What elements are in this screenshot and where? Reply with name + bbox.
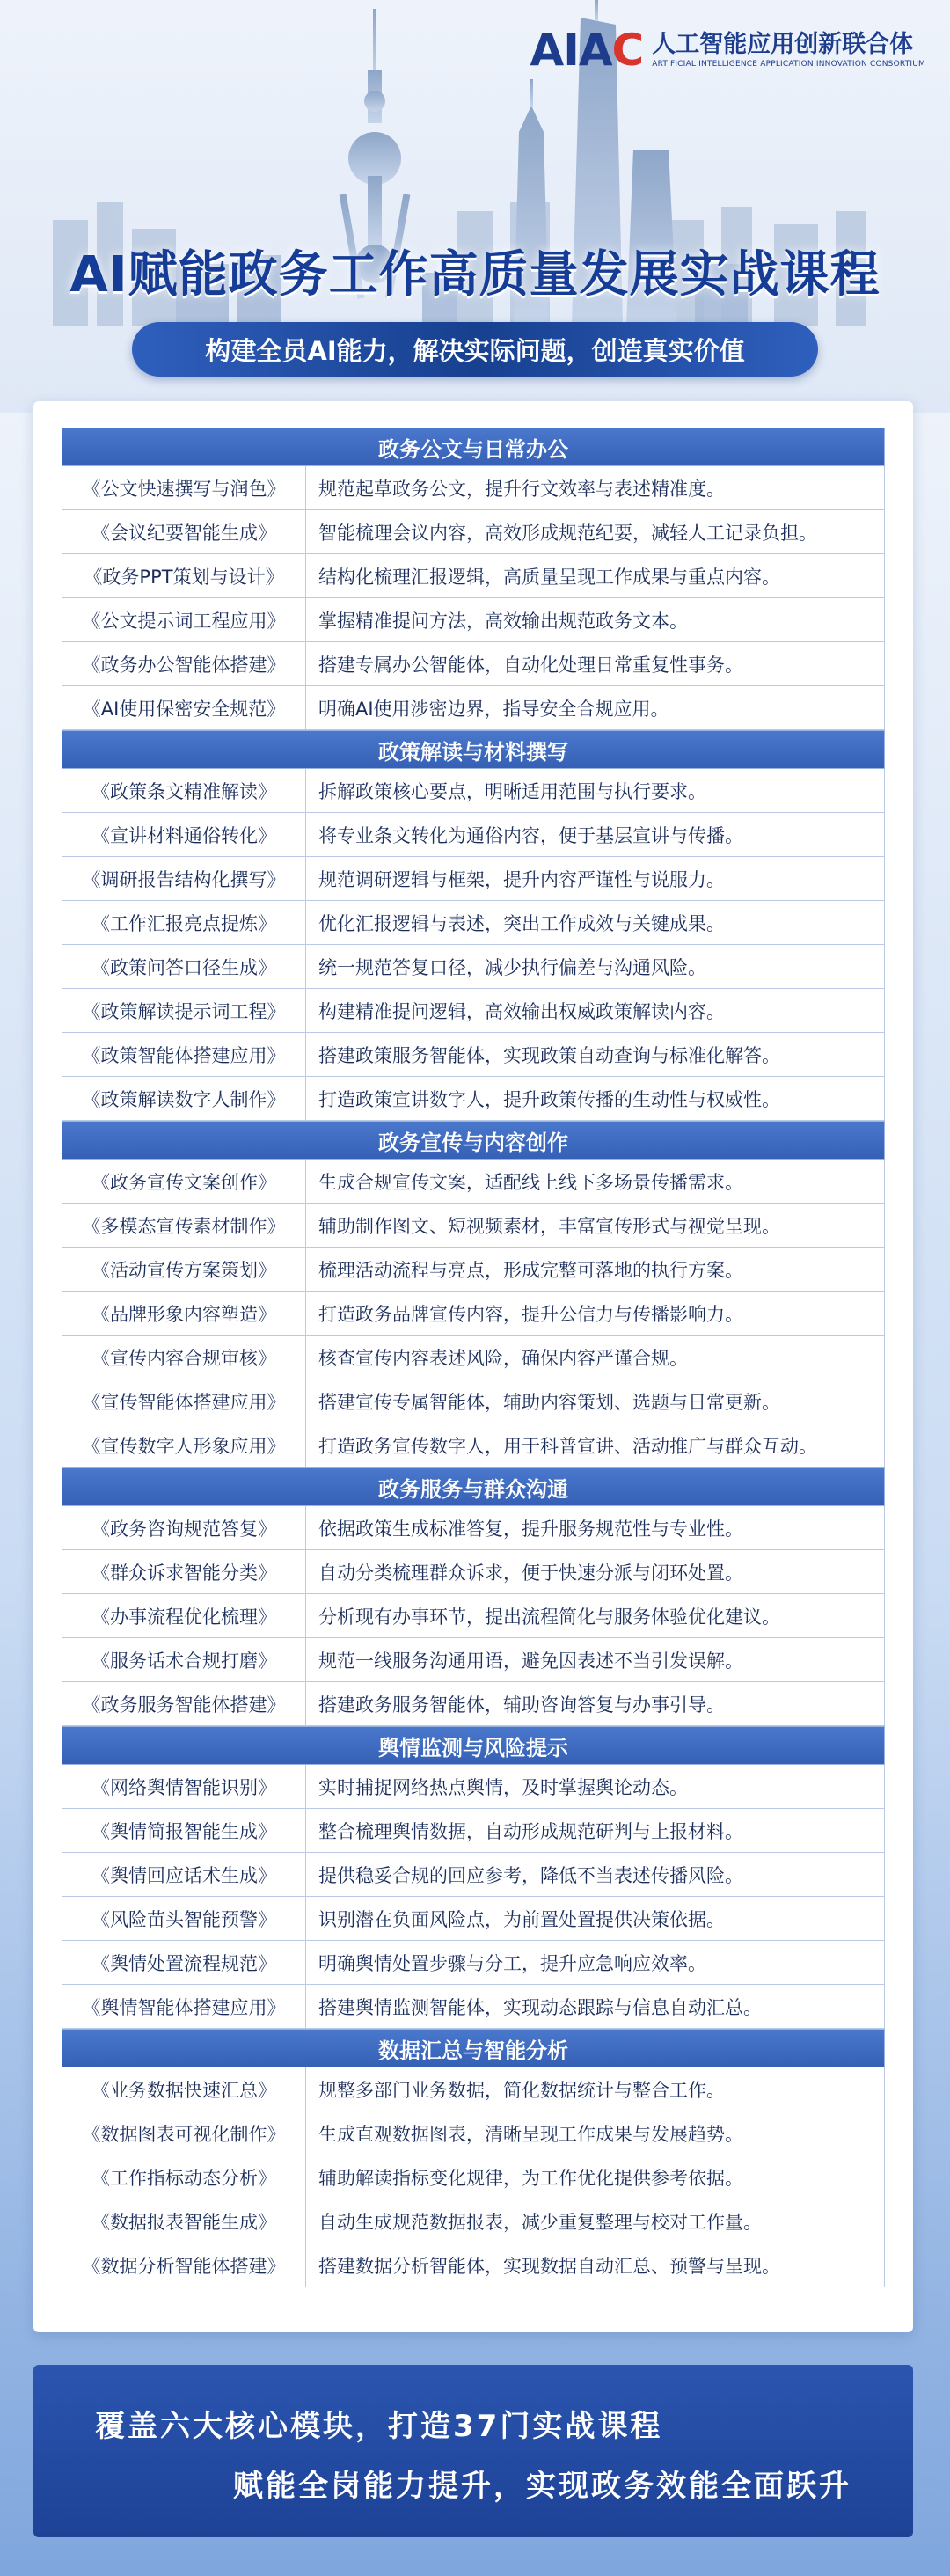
course-name: 《品牌形象内容塑造》 bbox=[62, 1292, 306, 1335]
course-description: 搭建专属办公智能体，自动化处理日常重复性事务。 bbox=[318, 654, 743, 676]
course-name: 《政务PPT策划与设计》 bbox=[62, 554, 306, 597]
course-description: 分析现有办事环节，提出流程简化与服务体验优化建议。 bbox=[318, 1606, 780, 1628]
course-description: 整合梳理舆情数据，自动形成规范研判与上报材料。 bbox=[318, 1820, 743, 1842]
course-description: 核查宣传内容表述风险，确保内容严谨合规。 bbox=[318, 1347, 688, 1369]
banner-line-1: 覆盖六大核心模块，打造37门实战课程 bbox=[95, 2409, 663, 2444]
logo-mark: AIAC bbox=[530, 25, 644, 76]
table-row bbox=[62, 1379, 885, 1423]
course-name: 《政务服务智能体搭建》 bbox=[62, 1682, 306, 1725]
table-row bbox=[62, 901, 885, 945]
course-name: 《风险苗头智能预警》 bbox=[62, 1897, 306, 1940]
table-row bbox=[62, 466, 885, 510]
course-name: 《办事流程优化梳理》 bbox=[62, 1594, 306, 1637]
table-row bbox=[62, 554, 885, 598]
course-name: 《业务数据快速汇总》 bbox=[62, 2067, 306, 2111]
table-row bbox=[62, 2243, 885, 2287]
course-name: 《政策解读数字人制作》 bbox=[62, 1077, 306, 1120]
table-row bbox=[62, 1853, 885, 1897]
course-description: 明确舆情处置步骤与分工，提升应急响应效率。 bbox=[318, 1952, 706, 1974]
course-name: 《多模态宣传素材制作》 bbox=[62, 1204, 306, 1247]
table-row bbox=[62, 989, 885, 1033]
course-name: 《政务办公智能体搭建》 bbox=[62, 642, 306, 685]
course-description: 搭建宣传专属智能体，辅助内容策划、选题与日常更新。 bbox=[318, 1391, 780, 1413]
banner-line-2: 赋能全岗能力提升，实现政务效能全面跃升 bbox=[233, 2469, 851, 2504]
course-description: 辅助解读指标变化规律，为工作优化提供参考依据。 bbox=[318, 2167, 743, 2189]
course-description: 生成合规宣传文案，适配线上线下多场景传播需求。 bbox=[318, 1171, 743, 1193]
table-row bbox=[62, 2155, 885, 2199]
course-description: 明确AI使用涉密边界，指导安全合规应用。 bbox=[318, 698, 669, 720]
table-row bbox=[62, 1985, 885, 2029]
logo-name-en: ARTIFICIAL INTELLIGENCE APPLICATION INNOVATION CONSORTIUM bbox=[652, 60, 925, 70]
summary-banner bbox=[33, 2365, 913, 2537]
course-name: 《宣传内容合规审核》 bbox=[62, 1336, 306, 1379]
course-description: 规范起草政务公文，提升行文效率与表述精准度。 bbox=[318, 478, 725, 500]
course-table bbox=[33, 401, 913, 2332]
course-name: 《宣传智能体搭建应用》 bbox=[62, 1379, 306, 1423]
table-row bbox=[62, 1248, 885, 1292]
course-description: 结构化梳理汇报逻辑，高质量呈现工作成果与重点内容。 bbox=[318, 566, 780, 588]
table-row bbox=[62, 1506, 885, 1550]
course-name: 《网络舆情智能识别》 bbox=[62, 1765, 306, 1808]
table-row bbox=[62, 1336, 885, 1379]
course-name: 《政策解读提示词工程》 bbox=[62, 989, 306, 1032]
header bbox=[0, 0, 950, 413]
course-description: 自动分类梳理群众诉求，便于快速分派与闭环处置。 bbox=[318, 1562, 743, 1584]
table-row bbox=[62, 1550, 885, 1594]
section-header: 政策解读与材料撰写 bbox=[62, 730, 885, 769]
table-row bbox=[62, 769, 885, 813]
table-row bbox=[62, 1897, 885, 1941]
table-row bbox=[62, 945, 885, 989]
course-description: 打造政务品牌宣传内容，提升公信力与传播影响力。 bbox=[318, 1303, 743, 1325]
course-description: 搭建舆情监测智能体，实现动态跟踪与信息自动汇总。 bbox=[318, 1996, 762, 2018]
course-name: 《宣传数字人形象应用》 bbox=[62, 1423, 306, 1467]
course-name: 《舆情简报智能生成》 bbox=[62, 1809, 306, 1852]
course-name: 《公文快速撰写与润色》 bbox=[62, 466, 306, 509]
course-name: 《数据图表可视化制作》 bbox=[62, 2111, 306, 2155]
table-row bbox=[62, 1682, 885, 1726]
table-row bbox=[62, 1594, 885, 1638]
course-name: 《数据分析智能体搭建》 bbox=[62, 2243, 306, 2287]
course-name: 《公文提示词工程应用》 bbox=[62, 598, 306, 641]
course-description: 规范一线服务沟通用语，避免因表述不当引发误解。 bbox=[318, 1650, 743, 1672]
course-name: 《舆情智能体搭建应用》 bbox=[62, 1985, 306, 2028]
section-header: 数据汇总与智能分析 bbox=[62, 2029, 885, 2067]
course-name: 《调研报告结构化撰写》 bbox=[62, 857, 306, 900]
course-description: 拆解政策核心要点，明晰适用范围与执行要求。 bbox=[318, 780, 706, 802]
logo bbox=[530, 25, 925, 76]
table-row bbox=[62, 1638, 885, 1682]
course-description: 规范调研逻辑与框架，提升内容严谨性与说服力。 bbox=[318, 868, 725, 890]
course-name: 《数据报表智能生成》 bbox=[62, 2199, 306, 2243]
table-row bbox=[62, 1292, 885, 1336]
course-name: 《政策条文精准解读》 bbox=[62, 769, 306, 812]
course-description: 自动生成规范数据报表，减少重复整理与校对工作量。 bbox=[318, 2211, 762, 2233]
course-description: 辅助制作图文、短视频素材，丰富宣传形式与视觉呈现。 bbox=[318, 1215, 780, 1237]
course-description: 构建精准提问逻辑，高效输出权威政策解读内容。 bbox=[318, 1000, 725, 1022]
course-description: 规整多部门业务数据，简化数据统计与整合工作。 bbox=[318, 2079, 725, 2101]
logo-name-cn: 人工智能应用创新联合体 bbox=[652, 30, 914, 58]
course-description: 打造政策宣讲数字人，提升政策传播的生动性与权威性。 bbox=[318, 1088, 780, 1110]
course-name: 《群众诉求智能分类》 bbox=[62, 1550, 306, 1593]
table-row bbox=[62, 1077, 885, 1121]
course-name: 《服务话术合规打磨》 bbox=[62, 1638, 306, 1681]
course-name: 《工作汇报亮点提炼》 bbox=[62, 901, 306, 944]
course-name: 《工作指标动态分析》 bbox=[62, 2155, 306, 2199]
section-header: 政务公文与日常办公 bbox=[62, 428, 885, 466]
course-description: 生成直观数据图表，清晰呈现工作成果与发展趋势。 bbox=[318, 2123, 743, 2145]
table-row bbox=[62, 2199, 885, 2243]
table-row bbox=[62, 642, 885, 686]
course-name: 《政策问答口径生成》 bbox=[62, 945, 306, 988]
course-name: 《AI使用保密安全规范》 bbox=[62, 686, 306, 729]
course-description: 搭建数据分析智能体，实现数据自动汇总、预警与呈现。 bbox=[318, 2255, 780, 2277]
course-name: 《政务宣传文案创作》 bbox=[62, 1160, 306, 1203]
course-name: 《宣讲材料通俗转化》 bbox=[62, 813, 306, 856]
section-header: 政务服务与群众沟通 bbox=[62, 1467, 885, 1506]
table-row bbox=[62, 813, 885, 857]
course-description: 掌握精准提问方法，高效输出规范政务文本。 bbox=[318, 610, 688, 632]
course-name: 《舆情处置流程规范》 bbox=[62, 1941, 306, 1984]
table-row bbox=[62, 1204, 885, 1248]
table-row bbox=[62, 1809, 885, 1853]
course-description: 依据政策生成标准答复，提升服务规范性与专业性。 bbox=[318, 1518, 743, 1540]
course-name: 《政务咨询规范答复》 bbox=[62, 1506, 306, 1549]
course-description: 将专业条文转化为通俗内容，便于基层宣讲与传播。 bbox=[318, 824, 743, 846]
table-row bbox=[62, 1941, 885, 1985]
course-name: 《活动宣传方案策划》 bbox=[62, 1248, 306, 1291]
course-description: 实时捕捉网络热点舆情，及时掌握舆论动态。 bbox=[318, 1776, 688, 1798]
section-header: 政务宣传与内容创作 bbox=[62, 1121, 885, 1160]
course-name: 《政策智能体搭建应用》 bbox=[62, 1033, 306, 1076]
table-row bbox=[62, 1033, 885, 1077]
table-row bbox=[62, 1423, 885, 1467]
table-row bbox=[62, 857, 885, 901]
table-row bbox=[62, 510, 885, 554]
course-name: 《舆情回应话术生成》 bbox=[62, 1853, 306, 1896]
subtitle-pill: 构建全员AI能力，解决实际问题，创造真实价值 bbox=[132, 322, 818, 377]
course-name: 《会议纪要智能生成》 bbox=[62, 510, 306, 553]
course-description: 优化汇报逻辑与表述，突出工作成效与关键成果。 bbox=[318, 912, 725, 934]
course-description: 搭建政策服务智能体，实现政策自动查询与标准化解答。 bbox=[318, 1044, 780, 1066]
page-title: AI赋能政务工作高质量发展实战课程 bbox=[69, 246, 881, 304]
table-row bbox=[62, 2067, 885, 2111]
course-description: 打造政务宣传数字人，用于科普宣讲、活动推广与群众互动。 bbox=[318, 1435, 817, 1457]
course-description: 提供稳妥合规的回应参考，降低不当表述传播风险。 bbox=[318, 1864, 743, 1886]
course-description: 智能梳理会议内容，高效形成规范纪要，减轻人工记录负担。 bbox=[318, 522, 817, 544]
course-description: 识别潜在负面风险点，为前置处置提供决策依据。 bbox=[318, 1908, 725, 1930]
course-description: 梳理活动流程与亮点，形成完整可落地的执行方案。 bbox=[318, 1259, 743, 1281]
course-description: 搭建政务服务智能体，辅助咨询答复与办事引导。 bbox=[318, 1694, 725, 1716]
course-description: 统一规范答复口径，减少执行偏差与沟通风险。 bbox=[318, 956, 706, 978]
table-row bbox=[62, 1160, 885, 1204]
table-row bbox=[62, 1765, 885, 1809]
table-row bbox=[62, 2111, 885, 2155]
table-row bbox=[62, 598, 885, 642]
section-header: 舆情监测与风险提示 bbox=[62, 1726, 885, 1765]
table-row bbox=[62, 686, 885, 730]
